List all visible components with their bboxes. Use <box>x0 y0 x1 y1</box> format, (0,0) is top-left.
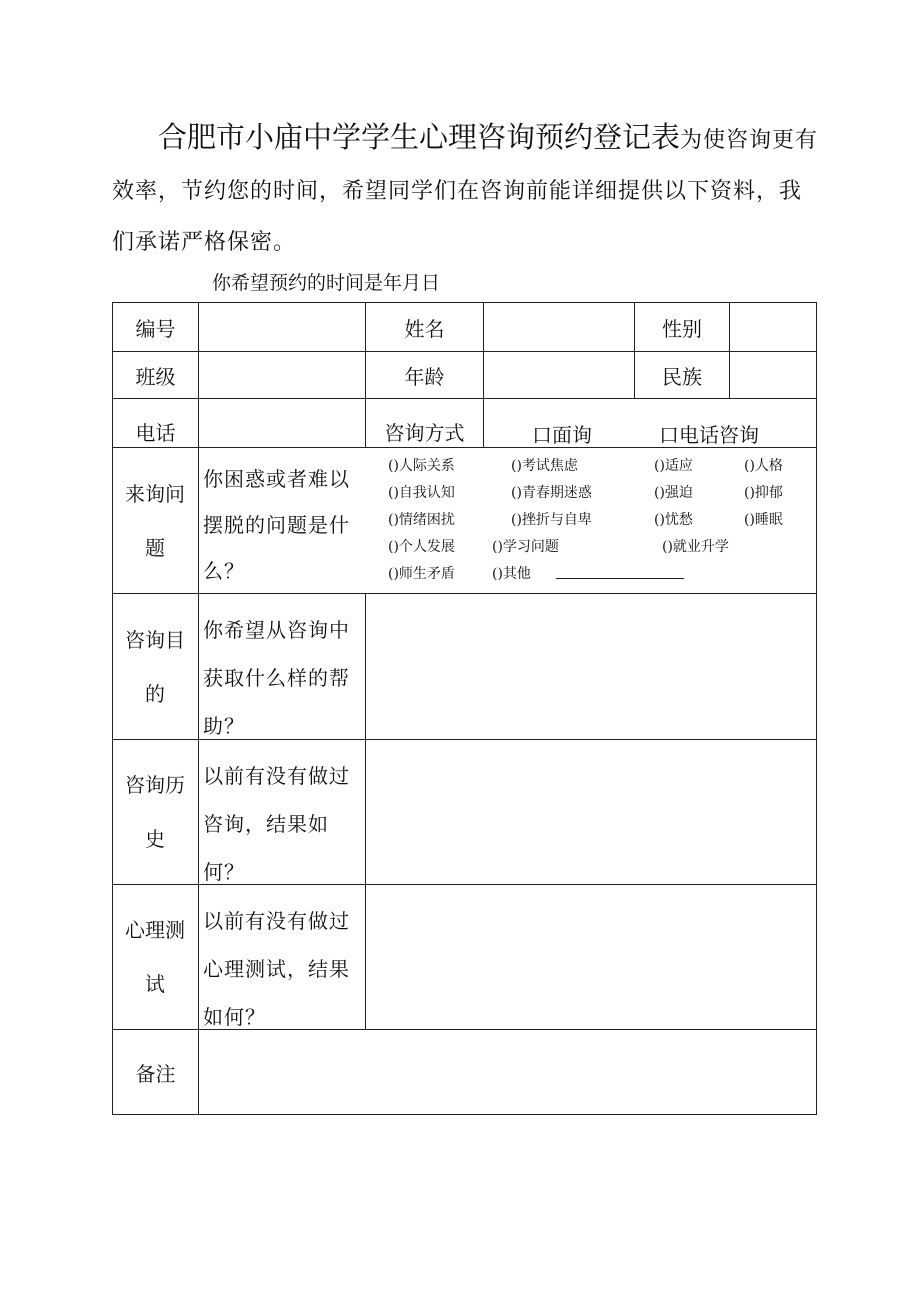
intro-paragraph <box>112 112 824 268</box>
phone-field[interactable] <box>199 399 365 447</box>
class-field[interactable] <box>199 352 365 398</box>
label-issue: 来询问题 <box>125 481 185 560</box>
issue-option[interactable]: ()适应 <box>654 458 693 474</box>
label-class: 班级 <box>135 364 176 389</box>
purpose-answer-field[interactable] <box>366 594 816 739</box>
purpose-question: 你希望从咨询中获取什么样的帮助？ <box>203 618 350 738</box>
issue-option[interactable]: ()睡眠 <box>744 512 783 528</box>
test-question: 以前有没有做过心理测试，结果如何？ <box>203 909 350 1029</box>
issue-option[interactable]: ()自我认知 <box>388 485 455 501</box>
intro-text-1: 为使 <box>680 128 727 153</box>
issue-option[interactable]: ()考试焦虑 <box>511 458 578 474</box>
other-input-line[interactable] <box>556 563 684 579</box>
issue-option[interactable]: ()个人发展 <box>388 539 455 555</box>
issue-option[interactable]: ()忧愁 <box>654 512 693 528</box>
remarks-field[interactable] <box>199 1030 816 1114</box>
option-phone-consult[interactable]: 口电话咨询 <box>659 423 759 447</box>
issue-option[interactable]: ()人际关系 <box>388 458 455 474</box>
issue-option[interactable]: ()学习问题 <box>492 539 559 555</box>
label-test: 心理测试 <box>125 918 185 996</box>
number-field[interactable] <box>199 303 365 351</box>
issue-option[interactable]: ()就业升学 <box>662 539 729 555</box>
label-ethnicity: 民族 <box>662 364 702 389</box>
age-field[interactable] <box>484 352 634 398</box>
label-age: 年龄 <box>404 364 445 389</box>
issue-option[interactable]: ()人格 <box>744 458 783 474</box>
ethnicity-field[interactable] <box>730 352 816 398</box>
gender-field[interactable] <box>730 303 816 351</box>
issue-option[interactable]: ()挫折与自卑 <box>511 512 592 528</box>
issue-option[interactable]: ()青春期迷惑 <box>511 485 592 501</box>
issue-option[interactable]: ()其他 <box>492 566 531 582</box>
label-history: 咨询历史 <box>125 773 185 851</box>
history-answer-field[interactable] <box>366 740 816 884</box>
history-question: 以前有没有做过咨询，结果如何？ <box>203 764 350 884</box>
issue-option[interactable]: ()情绪困扰 <box>388 512 455 528</box>
test-answer-field[interactable] <box>366 885 816 1029</box>
appointment-date-line: 你希望预约的时间是年月日 <box>212 272 441 294</box>
label-remarks: 备注 <box>135 1061 176 1086</box>
issue-option[interactable]: ()强迫 <box>654 485 693 501</box>
label-name: 姓名 <box>404 316 445 341</box>
name-field[interactable] <box>484 303 634 351</box>
form-title: 合肥市小庙中学学生心理咨询预约登记表 <box>158 120 681 154</box>
intro-text-2: 咨询更有效率，节约您的时间，希望同学们在咨询前能详细提供以下资料，我们承诺严格保密。 <box>112 128 819 255</box>
label-number: 编号 <box>135 316 176 341</box>
issue-options <box>388 455 816 590</box>
label-phone: 电话 <box>135 420 176 445</box>
label-purpose: 咨询目的 <box>125 627 185 706</box>
issue-option[interactable]: ()师生矛盾 <box>388 566 455 582</box>
issue-option[interactable]: ()抑郁 <box>744 485 783 501</box>
label-gender: 性别 <box>662 316 702 341</box>
option-face-to-face[interactable]: 口面询 <box>532 423 592 447</box>
issue-question: 你困惑或者难以摆脱的问题是什么？ <box>203 467 350 583</box>
label-consult-method: 咨询方式 <box>384 420 465 445</box>
